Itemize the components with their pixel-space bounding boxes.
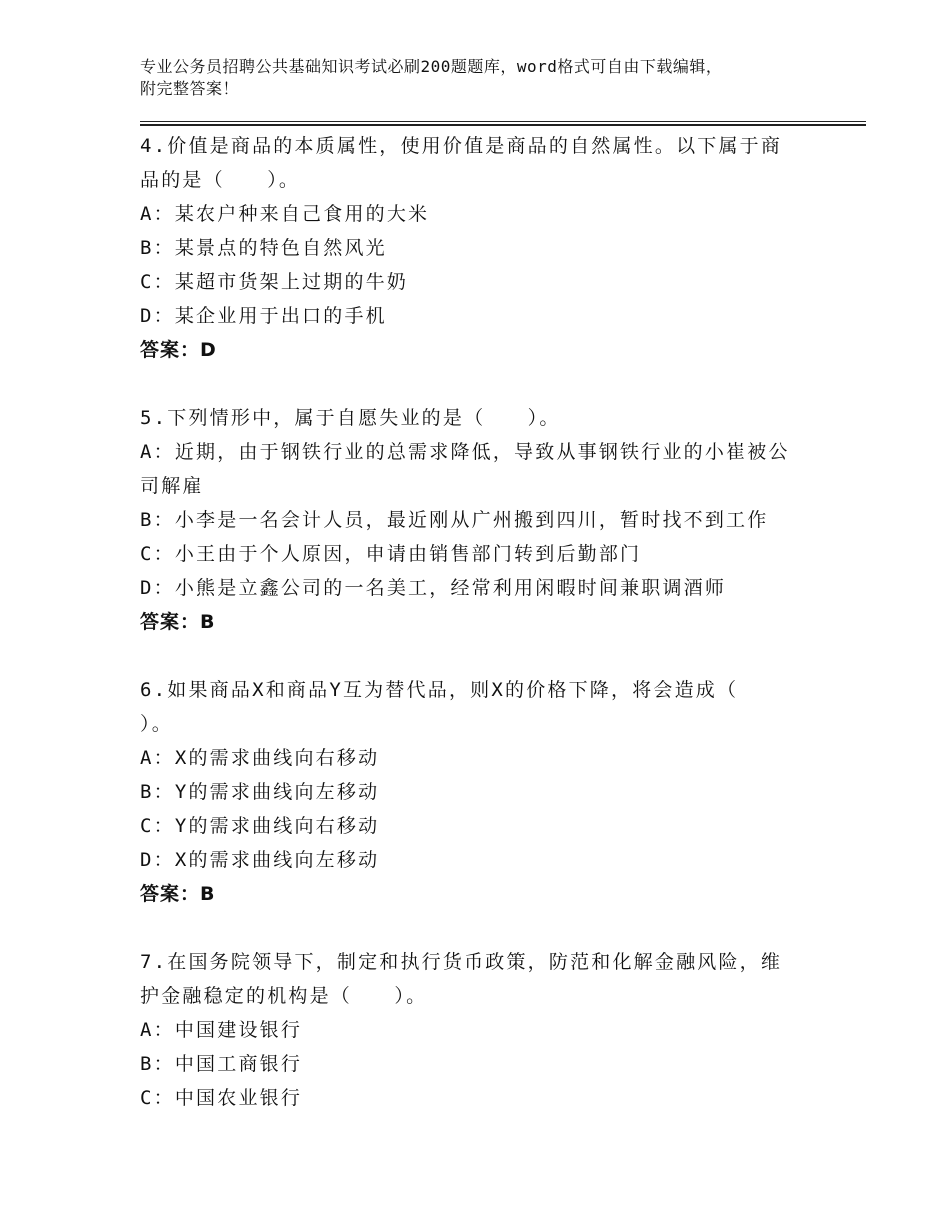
question-stem-line: 5.下列情形中，属于自愿失业的是（ ）。 bbox=[140, 407, 561, 429]
question-stem-line: 6.如果商品X和商品Y互为替代品，则X的价格下降，将会造成（ bbox=[140, 679, 739, 701]
question-list bbox=[140, 129, 812, 1149]
option-line: A：X的需求曲线向右移动 bbox=[140, 747, 380, 769]
question-stem-line: 4.价值是商品的本质属性，使用价值是商品的自然属性。以下属于商 bbox=[140, 135, 783, 157]
option-line: D：某企业用于出口的手机 bbox=[140, 305, 387, 327]
option-line: 司解雇 bbox=[140, 475, 204, 497]
option-line: C：小王由于个人原因，申请由销售部门转到后勤部门 bbox=[140, 543, 642, 565]
question-stem-line: 7.在国务院领导下，制定和执行货币政策，防范和化解金融风险，维 bbox=[140, 951, 783, 973]
question-block bbox=[140, 129, 812, 367]
header-divider-thick bbox=[140, 124, 866, 126]
option-line: B：小李是一名会计人员，最近刚从广州搬到四川，暂时找不到工作 bbox=[140, 509, 769, 531]
option-line: D：小熊是立鑫公司的一名美工，经常利用闲暇时间兼职调酒师 bbox=[140, 577, 727, 599]
answer-line: 答案：B bbox=[140, 883, 216, 905]
option-line: B：某景点的特色自然风光 bbox=[140, 237, 387, 259]
question-block bbox=[140, 673, 812, 911]
option-line: A：中国建设银行 bbox=[140, 1019, 303, 1041]
header-divider-thin bbox=[140, 121, 866, 122]
question-stem-line: 品的是（ ）。 bbox=[140, 169, 301, 191]
question-stem-line: 护金融稳定的机构是（ ）。 bbox=[140, 985, 428, 1007]
question-stem-line: ）。 bbox=[140, 713, 173, 735]
option-line: A：某农户种来自己食用的大米 bbox=[140, 203, 430, 225]
answer-line: 答案：D bbox=[140, 339, 217, 361]
question-block bbox=[140, 945, 812, 1115]
option-line: C：Y的需求曲线向右移动 bbox=[140, 815, 380, 837]
header-line-1: 专业公务员招聘公共基础知识考试必刷200题题库，word格式可自由下载编辑， bbox=[140, 57, 723, 76]
option-line: C：某超市货架上过期的牛奶 bbox=[140, 271, 409, 293]
header-line-2: 附完整答案！ bbox=[140, 79, 240, 98]
option-line: D：X的需求曲线向左移动 bbox=[140, 849, 380, 871]
option-line: C：中国农业银行 bbox=[140, 1087, 303, 1109]
option-line: B：中国工商银行 bbox=[140, 1053, 303, 1075]
answer-line: 答案：B bbox=[140, 611, 216, 633]
question-block bbox=[140, 401, 812, 639]
option-line: A：近期，由于钢铁行业的总需求降低，导致从事钢铁行业的小崔被公 bbox=[140, 441, 790, 463]
document-header bbox=[140, 56, 860, 100]
option-line: B：Y的需求曲线向左移动 bbox=[140, 781, 380, 803]
